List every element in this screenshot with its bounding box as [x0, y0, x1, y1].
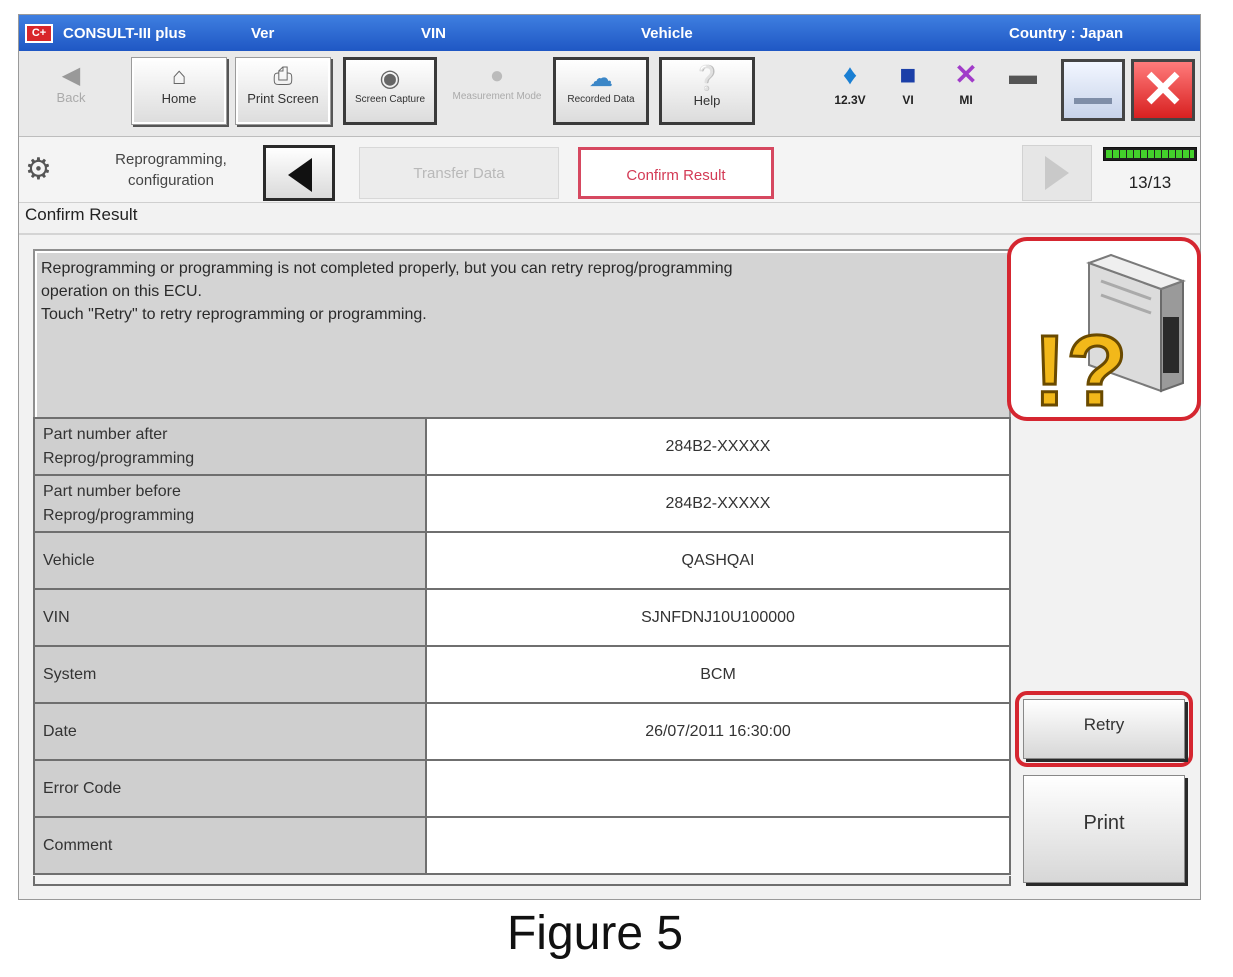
row-label-line1: Part number after	[43, 425, 168, 443]
screen-capture-button[interactable]	[343, 57, 437, 125]
row-label-line1: Part number before	[43, 482, 181, 500]
left-arrow-icon	[288, 158, 312, 192]
mi-label: MI	[959, 93, 973, 107]
row-label-line1: Comment	[43, 836, 113, 854]
print-screen-label: Print Screen	[247, 91, 319, 106]
mi-icon: ✕	[954, 59, 978, 90]
svg-text:!?: !?	[1033, 315, 1128, 417]
print-screen-button[interactable]	[235, 57, 331, 125]
table-row	[34, 475, 1010, 532]
ecu-warning-icon	[1007, 237, 1201, 421]
back-label: Back	[56, 90, 86, 105]
table-footer	[33, 876, 1011, 886]
progress-counter: 13/13	[1128, 173, 1172, 192]
country-label: Country : Japan	[1009, 25, 1124, 42]
row-label	[34, 817, 426, 874]
status-indicator	[1001, 57, 1045, 93]
help-button[interactable]	[659, 57, 755, 125]
retry-button[interactable]: Retry	[1023, 699, 1185, 759]
message-panel	[33, 249, 1011, 419]
row-value: 26/07/2011 16:30:00	[426, 703, 1010, 760]
figure-caption: Figure 5	[506, 907, 684, 960]
message-line1: Reprogramming or programming is not completed properly, but you can retry reprog/programming	[41, 260, 733, 277]
app-name: CONSULT-III plus	[63, 25, 187, 42]
table-row	[34, 817, 1010, 874]
message-line3: Touch "Retry" to retry reprogramming or programming.	[41, 306, 427, 323]
table-row	[34, 760, 1010, 817]
connector-icon: ▬	[1009, 59, 1037, 90]
row-label	[34, 418, 426, 475]
row-value: QASHQAI	[426, 532, 1010, 589]
vehicle-label: Vehicle	[641, 25, 693, 42]
back-arrow-icon: ◀	[61, 62, 81, 89]
battery-voltage: 12.3V	[834, 93, 866, 107]
step-transfer-data: Transfer Data	[359, 147, 559, 199]
camera-icon: ◉	[379, 65, 401, 92]
table-row	[34, 646, 1010, 703]
result-table	[33, 417, 1011, 875]
reprogramming-label-line1: Reprogramming,	[115, 151, 227, 168]
row-label	[34, 646, 426, 703]
row-value	[426, 817, 1010, 874]
page-title: Confirm Result	[25, 205, 138, 224]
message-line2: operation on this ECU.	[41, 283, 202, 300]
vi-status	[885, 57, 931, 107]
row-label-line2: Reprog/programming	[43, 506, 195, 524]
progress-fill	[1106, 150, 1194, 158]
screen-capture-label: Screen Capture	[354, 94, 426, 105]
row-label	[34, 703, 426, 760]
row-value: 284B2-XXXXX	[426, 475, 1010, 532]
home-icon: ⌂	[171, 63, 187, 90]
battery-status	[815, 57, 885, 107]
reprogramming-icon: ⚙	[25, 153, 52, 186]
row-value: 284B2-XXXXX	[426, 418, 1010, 475]
reprogramming-label	[101, 149, 241, 191]
result-table-body	[34, 418, 1010, 874]
row-value: BCM	[426, 646, 1010, 703]
row-label-line2: Reprog/programming	[43, 449, 195, 467]
row-label-line1: Vehicle	[43, 551, 95, 569]
row-value: SJNFDNJ10U100000	[426, 589, 1010, 646]
ver-label: Ver	[251, 25, 275, 42]
measurement-mode-button[interactable]	[447, 57, 547, 125]
table-row	[34, 703, 1010, 760]
vin-label: VIN	[421, 25, 447, 42]
help-icon: ❔	[692, 65, 722, 92]
vi-icon: ■	[899, 59, 917, 90]
close-button[interactable]	[1131, 59, 1195, 121]
previous-step-button[interactable]	[263, 145, 335, 201]
mi-status	[943, 57, 989, 107]
row-value	[426, 760, 1010, 817]
minimize-button[interactable]	[1061, 59, 1125, 121]
consult-window	[18, 14, 1201, 900]
progress-bar	[1103, 147, 1197, 161]
step-confirm-result: Confirm Result	[578, 147, 774, 199]
consult-logo: C+	[25, 24, 53, 43]
row-label-line1: Date	[43, 722, 77, 740]
row-label-line1: VIN	[43, 608, 70, 626]
table-row	[34, 589, 1010, 646]
printer-icon: ⎙	[273, 63, 293, 90]
recorded-data-button[interactable]	[553, 57, 649, 125]
toolbar	[19, 51, 1200, 137]
home-label: Home	[161, 91, 197, 106]
recorded-data-icon: ☁	[589, 65, 613, 92]
recorded-data-label: Recorded Data	[567, 94, 635, 105]
row-label	[34, 589, 426, 646]
minimize-icon	[1074, 98, 1112, 104]
table-row	[34, 532, 1010, 589]
car-battery-icon: ♦	[842, 59, 858, 90]
print-button[interactable]: Print	[1023, 775, 1185, 883]
table-row	[34, 418, 1010, 475]
next-step-button	[1022, 145, 1092, 201]
measurement-mode-label: Measurement Mode	[452, 91, 542, 102]
step-navigation	[19, 137, 1200, 203]
row-label	[34, 532, 426, 589]
reprogramming-label-line2: configuration	[128, 172, 214, 189]
title-bar	[19, 15, 1200, 51]
row-label-line1: System	[43, 665, 97, 683]
vi-label: VI	[902, 93, 914, 107]
help-label: Help	[693, 93, 721, 108]
right-arrow-icon	[1045, 156, 1069, 190]
row-label-line1: Error Code	[43, 779, 122, 797]
close-icon: ✕	[1141, 61, 1185, 119]
home-button[interactable]	[131, 57, 227, 125]
title-divider	[19, 233, 1200, 235]
row-label	[34, 475, 426, 532]
back-button[interactable]	[25, 57, 117, 125]
measurement-icon: ●	[489, 62, 505, 89]
row-label	[34, 760, 426, 817]
